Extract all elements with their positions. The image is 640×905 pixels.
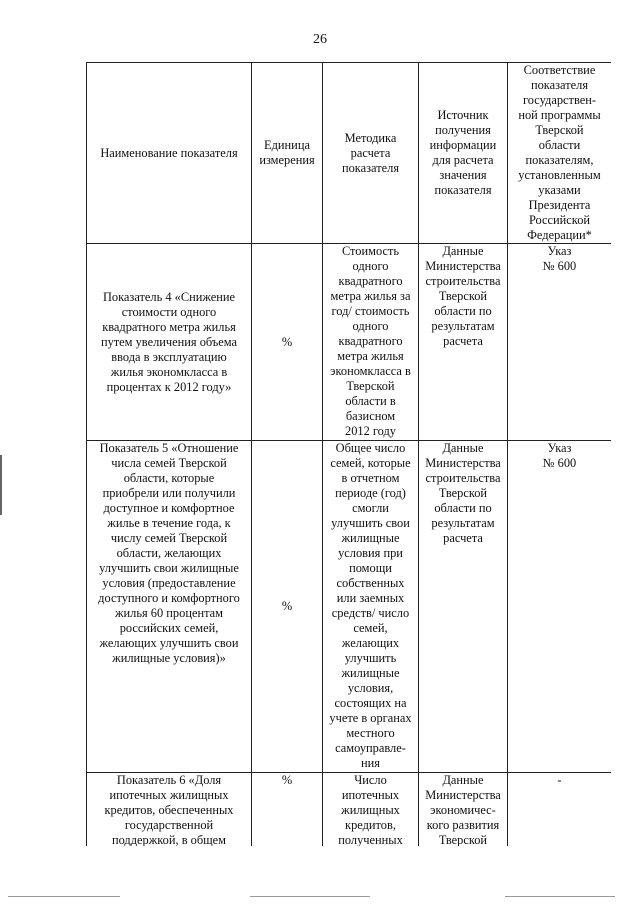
table-header-row: [87, 63, 612, 244]
method-cell: Число ипотечных жилищных кредитов, полученных: [323, 773, 419, 847]
indicators-table-area: [86, 62, 611, 846]
unit-cell: %: [252, 441, 323, 773]
method-cell: Общее число семей, которые в отчетном периоде (год) смогли улучшить свои жилищные условия при помощи собственных или заемных средств/ число семей, желающих улучшить жилищные условия, состоящих на учете в органах местного самоуправле- ния: [323, 441, 419, 773]
header-indicator-name: Наименование показателя: [87, 63, 252, 244]
footer-rule-left: [8, 896, 120, 897]
scan-edge-mark: [0, 455, 2, 515]
header-method: Методика расчета показателя: [323, 63, 419, 244]
source-cell: Данные Министерства строительства Тверской области по результатам расчета: [419, 441, 508, 773]
indicators-table: [86, 62, 611, 846]
unit-cell: %: [252, 773, 323, 847]
decree-cell: Указ № 600: [508, 244, 612, 441]
decree-cell: Указ № 600: [508, 441, 612, 773]
source-cell: Данные Министерства строительства Тверской области по результатам расчета: [419, 244, 508, 441]
table-row: [87, 244, 612, 441]
method-cell: Стоимость одного квадратного метра жилья за год/ стоимость одного квадратного метра жилья экономкласса в Тверской области в базисном 2012 году: [323, 244, 419, 441]
table-row: [87, 441, 612, 773]
header-unit: Единица измерения: [252, 63, 323, 244]
table-row: [87, 773, 612, 847]
unit-cell: %: [252, 244, 323, 441]
source-cell: Данные Министерства экономичес- кого развития Тверской: [419, 773, 508, 847]
indicator-name-cell: Показатель 5 «Отношение числа семей Тверской области, которые приобрели или получили доступное и комфортное жилье в течение года, к числу семей Тверской области, желающих улучшить свои жилищные условия (предоставление доступного и комфортного жилья 60 процентам российских семей, желающих улучшить свои жилищные условия)»: [87, 441, 252, 773]
indicator-name-cell: Показатель 6 «Доля ипотечных жилищных кредитов, обеспеченных государственной поддержкой, в общем: [87, 773, 252, 847]
page-number: 26: [313, 32, 327, 47]
footer-rule-center: [250, 896, 370, 897]
footer-rule-right: [505, 896, 615, 897]
header-source: Источник получения информации для расчета значения показателя: [419, 63, 508, 244]
header-decree-compliance: Соответствие показателя государствен- ной программы Тверской области показателям, установленным указами Президента Российской Федерации*: [508, 63, 612, 244]
decree-cell: -: [508, 773, 612, 847]
indicator-name-cell: Показатель 4 «Снижение стоимости одного квадратного метра жилья путем увеличения объема ввода в эксплуатацию жилья экономкласса в процентах к 2012 году»: [87, 244, 252, 441]
